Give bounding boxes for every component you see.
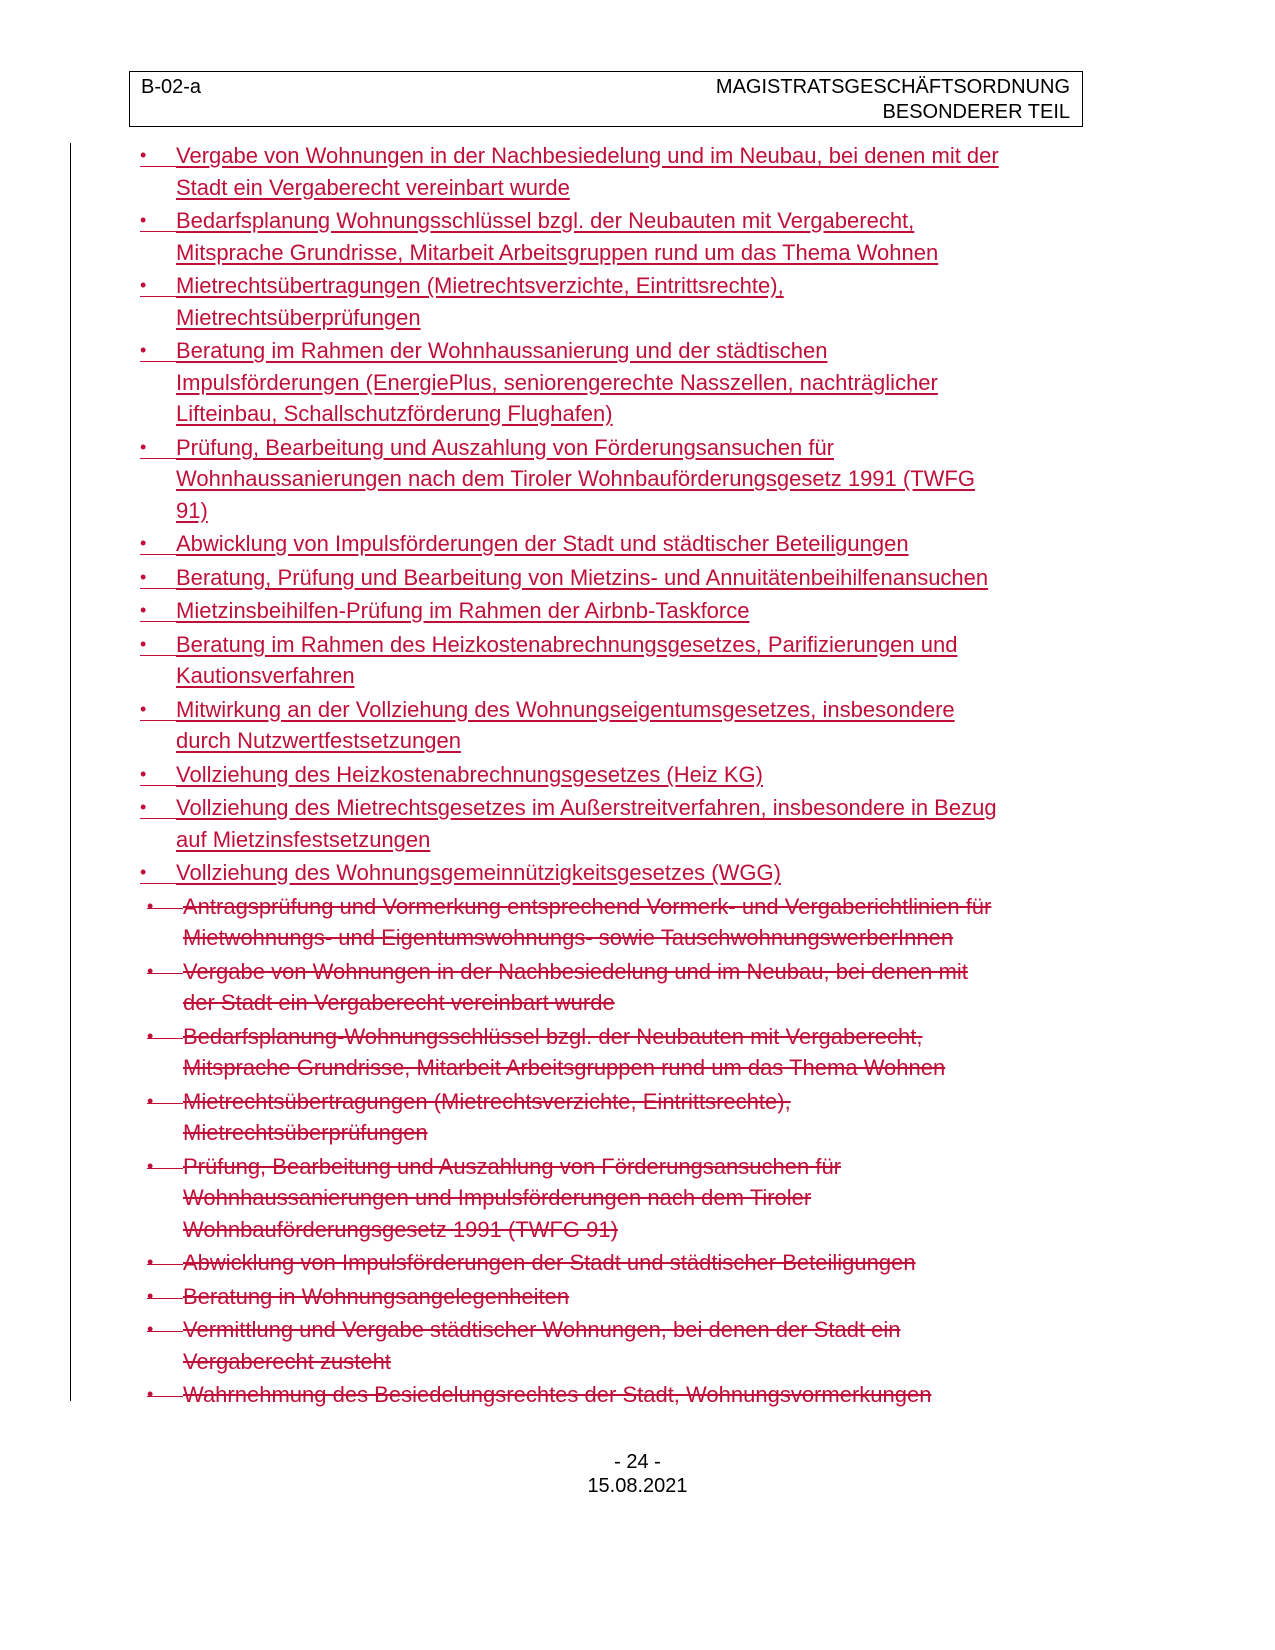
inserted-list-item xyxy=(140,335,1100,430)
list-item-line: Vergaberecht zusteht xyxy=(183,1348,391,1374)
inserted-list-item xyxy=(140,595,1100,627)
inserted-list-item xyxy=(140,857,1100,889)
bullet-icon: • xyxy=(140,698,147,719)
bullet-icon: • xyxy=(140,275,147,295)
bullet-icon: • xyxy=(140,436,147,457)
list-item-line: Vollziehung des Mietrechtsgesetzes im Außerstreitverfahren, insbesondere in Bezug xyxy=(176,795,997,820)
list-item-text xyxy=(140,792,1100,855)
list-item-text xyxy=(140,205,1100,268)
inserted-list-item xyxy=(140,759,1100,791)
bullet-icon: • xyxy=(147,1025,154,1046)
list-item-line: Prüfung, Bearbeitung und Auszahlung von Förderungsansuchen für xyxy=(183,1153,842,1179)
list-item-line: Beratung im Rahmen der Wohnhaussanierung und der städtischen xyxy=(176,338,828,363)
list-item-line: 91) xyxy=(176,497,208,523)
bullet-icon: • xyxy=(147,895,154,916)
page-header xyxy=(129,71,1083,127)
list-item-line: Vollziehung des Wohnungsgemeinnützigkeitsgesetzes (WGG) xyxy=(176,860,781,885)
page-number: - 24 - xyxy=(614,1451,661,1473)
list-item-line: Mietwohnungs- und Eigentumswohnungs- sowie TauschwohnungswerberInnen xyxy=(183,925,954,950)
list-item-line: Beratung in Wohnungsangelegenheiten xyxy=(183,1283,570,1309)
list-item-text xyxy=(140,759,1100,791)
list-item-text xyxy=(140,562,1100,594)
list-item-line: Mitsprache Grundrisse, Mitarbeit Arbeitsgruppen rund um das Thema Wohnen xyxy=(176,239,939,265)
list-item-line: Abwicklung von Impulsförderungen der Stadt und städtischer Beteiligungen xyxy=(183,1250,916,1275)
list-item-text xyxy=(140,1379,1100,1411)
inserted-list-item xyxy=(140,140,1100,203)
inserted-list-item xyxy=(140,694,1100,757)
document-title-line-2: BESONDERER TEIL xyxy=(882,101,1070,123)
list-item-line: Bedarfsplanung-Wohnungsschlüssel bzgl. der Neubauten mit Vergaberecht, xyxy=(183,1023,923,1049)
list-item-text xyxy=(140,629,1100,692)
list-item-line: auf Mietzinsfestsetzungen xyxy=(176,826,431,852)
list-item-line: Antragsprüfung und Vormerkung entsprechend Vormerk- und Vergaberichtlinien für xyxy=(183,893,992,919)
list-item-line: Prüfung, Bearbeitung und Auszahlung von Förderungsansuchen für xyxy=(176,434,835,460)
list-item-line: Mietrechtsübertragungen (Mietrechtsverzichte, Eintrittsrechte), xyxy=(183,1088,791,1114)
list-item-text xyxy=(140,1151,1100,1246)
bullet-icon: • xyxy=(147,1155,154,1176)
list-item-text xyxy=(140,956,1100,1019)
list-item-line: Kautionsverfahren xyxy=(176,663,355,688)
change-bar xyxy=(70,143,71,1401)
list-item-text xyxy=(140,857,1100,889)
deleted-list-item xyxy=(140,1314,1100,1377)
bullet-icon: • xyxy=(147,960,154,981)
list-item-line: Bedarfsplanung Wohnungsschlüssel bzgl. der Neubauten mit Vergaberecht, xyxy=(176,208,915,233)
list-item-line: Lifteinbau, Schallschutzförderung Flughafen) xyxy=(176,401,613,426)
list-item-line: Mietrechtsüberprüfungen xyxy=(183,1120,428,1145)
bullet-icon: • xyxy=(140,600,147,620)
list-item-text xyxy=(140,1314,1100,1377)
list-item-line: Vergabe von Wohnungen in der Nachbesiedelung und im Neubau, bei denen mit xyxy=(183,958,968,984)
list-item-line: Mietrechtsüberprüfungen xyxy=(176,304,421,330)
list-item-text xyxy=(140,140,1100,203)
list-item-line: Mietzinsbeihilfen-Prüfung im Rahmen der Airbnb-Taskforce xyxy=(176,598,750,623)
list-item-line: Wohnhaussanierungen und Impulsförderungen nach dem Tiroler xyxy=(183,1185,812,1210)
bullet-icon: • xyxy=(147,1319,154,1339)
list-item-text xyxy=(140,528,1100,560)
list-item-line: Vergabe von Wohnungen in der Nachbesiedelung und im Neubau, bei denen mit der xyxy=(176,143,999,168)
task-list xyxy=(140,140,1100,1413)
list-item-text xyxy=(140,891,1100,954)
bullet-icon: • xyxy=(147,1285,154,1306)
list-item-line: der Stadt ein Vergaberecht vereinbart wurde xyxy=(183,990,615,1015)
deleted-list-item xyxy=(140,1021,1100,1084)
deleted-list-item xyxy=(140,956,1100,1019)
bullet-icon: • xyxy=(140,862,147,882)
bullet-icon: • xyxy=(140,566,147,587)
list-item-text xyxy=(140,694,1100,757)
bullet-icon: • xyxy=(147,1090,154,1111)
inserted-list-item xyxy=(140,270,1100,333)
inserted-list-item xyxy=(140,205,1100,268)
list-item-text xyxy=(140,595,1100,627)
list-item-line: Wahrnehmung des Besiedelungsrechtes der Stadt, Wohnungsvormerkungen xyxy=(183,1382,932,1407)
list-item-line: Beratung, Prüfung und Bearbeitung von Mietzins- und Annuitätenbeihilfenansuchen xyxy=(176,564,989,590)
list-item-line: Beratung im Rahmen des Heizkostenabrechnungsgesetzes, Parifizierungen und xyxy=(176,631,958,657)
list-item-text xyxy=(140,1021,1100,1084)
list-item-line: Wohnhaussanierungen nach dem Tiroler Wohnbauförderungsgesetz 1991 (TWFG xyxy=(176,466,975,491)
deleted-list-item xyxy=(140,1151,1100,1246)
inserted-list-item xyxy=(140,432,1100,527)
list-item-line: Wohnbauförderungsgesetz 1991 (TWFG 91) xyxy=(183,1216,618,1242)
bullet-icon: • xyxy=(140,340,147,360)
list-item-line: Stadt ein Vergaberecht vereinbart wurde xyxy=(176,174,570,200)
list-item-text xyxy=(140,1281,1100,1313)
document-title-line-1: MAGISTRATSGESCHÄFTSORDNUNG xyxy=(715,76,1070,98)
inserted-list-item xyxy=(140,629,1100,692)
list-item-line: Vollziehung des Heizkostenabrechnungsgesetzes (Heiz KG) xyxy=(176,761,763,787)
list-item-text xyxy=(140,335,1100,430)
list-item-line: Mitwirkung an der Vollziehung des Wohnungseigentumsgesetzes, insbesondere xyxy=(176,696,955,722)
inserted-list-item xyxy=(140,528,1100,560)
deleted-list-item xyxy=(140,1379,1100,1411)
deleted-list-item xyxy=(140,891,1100,954)
document-title xyxy=(716,75,1070,125)
bullet-icon: • xyxy=(140,763,147,784)
list-item-text xyxy=(140,1086,1100,1149)
list-item-text xyxy=(140,270,1100,333)
list-item-line: Impulsförderungen (EnergiePlus, seniorengerechte Nasszellen, nachträglicher xyxy=(176,369,938,395)
bullet-icon: • xyxy=(140,210,147,230)
list-item-line: Mietrechtsübertragungen (Mietrechtsverzichte, Eintrittsrechte), xyxy=(176,273,784,298)
inserted-list-item xyxy=(140,792,1100,855)
list-item-text xyxy=(140,1247,1100,1279)
bullet-icon: • xyxy=(147,1252,154,1272)
bullet-icon: • xyxy=(140,633,147,654)
document-code: B-02-a xyxy=(141,76,202,98)
deleted-list-item xyxy=(140,1086,1100,1149)
inserted-list-item xyxy=(140,562,1100,594)
bullet-icon: • xyxy=(140,533,147,553)
list-item-line: Vermittlung und Vergabe städtischer Wohnungen, bei denen der Stadt ein xyxy=(183,1317,901,1342)
list-item-line: Mitsprache Grundrisse, Mitarbeit Arbeitsgruppen rund um das Thema Wohnen xyxy=(183,1055,946,1080)
list-item-line: durch Nutzwertfestsetzungen xyxy=(176,728,461,753)
bullet-icon: • xyxy=(140,145,147,165)
document-date: 15.08.2021 xyxy=(587,1475,688,1497)
bullet-icon: • xyxy=(147,1384,154,1404)
deleted-list-item xyxy=(140,1247,1100,1279)
deleted-list-item xyxy=(140,1281,1100,1313)
list-item-line: Abwicklung von Impulsförderungen der Stadt und städtischer Beteiligungen xyxy=(176,531,909,556)
bullet-icon: • xyxy=(140,797,147,817)
list-item-text xyxy=(140,432,1100,527)
